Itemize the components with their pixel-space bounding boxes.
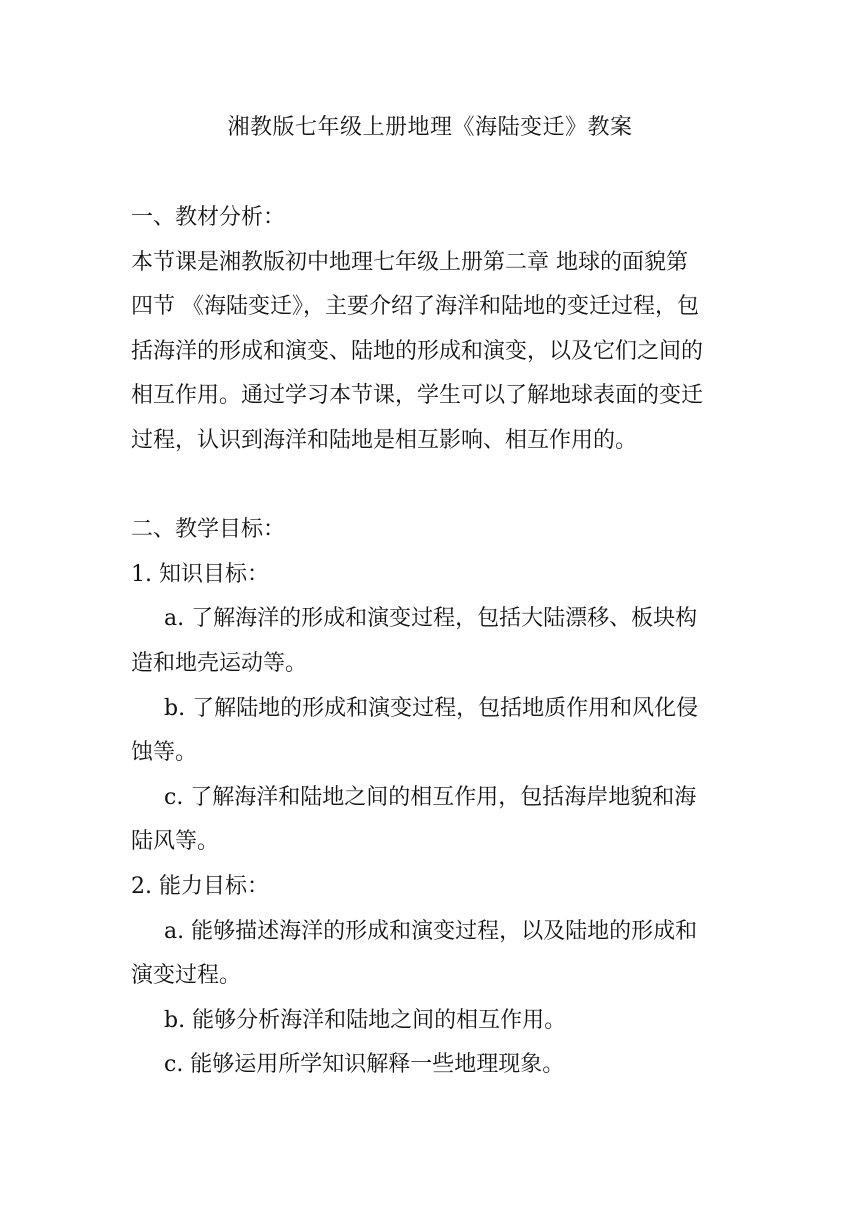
- section-heading-textbook-analysis: 一、教材分析：: [131, 205, 286, 230]
- objective-line: 演变过程。: [131, 963, 242, 989]
- paragraph-line: 本节课是湘教版初中地理七年级上册第二章 地球的面貌第: [131, 249, 688, 275]
- paragraph-line: 过程，认识到海洋和陆地是相互影响、相互作用的。: [131, 427, 638, 453]
- textbook-analysis-paragraph: [131, 241, 731, 464]
- blank-line: [131, 464, 731, 509]
- ability-objective-item: [131, 1043, 731, 1088]
- objective-line: 造和地壳运动等。: [131, 650, 308, 676]
- ability-objective-item: [131, 999, 731, 1044]
- objective-line: a. 了解海洋的形成和演变过程，包括大陆漂移、板块构: [164, 606, 698, 632]
- objective-line: a. 能够描述海洋的形成和演变过程，以及陆地的形成和: [164, 918, 698, 944]
- document-body: [131, 196, 731, 1088]
- knowledge-objective-item: [131, 687, 731, 776]
- document-title: 湘教版七年级上册地理《海陆变迁》教案: [227, 115, 633, 140]
- ability-objectives-label: 2. 能力目标：: [131, 873, 269, 899]
- paragraph-line: 相互作用。通过学习本节课，学生可以了解地球表面的变迁: [131, 383, 704, 409]
- section-heading-teaching-objectives: 二、教学目标：: [131, 517, 286, 543]
- objective-line: b. 能够分析海洋和陆地之间的相互作用。: [164, 1007, 567, 1033]
- knowledge-objective-item: [131, 597, 731, 686]
- objective-line: c. 能够运用所学知识解释一些地理现象。: [164, 1052, 565, 1078]
- knowledge-objectives-label: 1. 知识目标：: [131, 561, 269, 587]
- ability-objective-item: [131, 910, 731, 999]
- paragraph-line: 四节 《海陆变迁》，主要介绍了海洋和陆地的变迁过程，包: [131, 294, 699, 320]
- knowledge-objective-item: [131, 776, 731, 865]
- paragraph-line: 括海洋的形成和演变、陆地的形成和演变，以及它们之间的: [131, 338, 704, 364]
- objective-line: c. 了解海洋和陆地之间的相互作用，包括海岸地貌和海: [164, 784, 697, 810]
- objective-line: 陆风等。: [131, 829, 220, 855]
- objective-line: 蚀等。: [131, 740, 198, 766]
- objective-line: b. 了解陆地的形成和演变过程，包括地质作用和风化侵: [164, 695, 699, 721]
